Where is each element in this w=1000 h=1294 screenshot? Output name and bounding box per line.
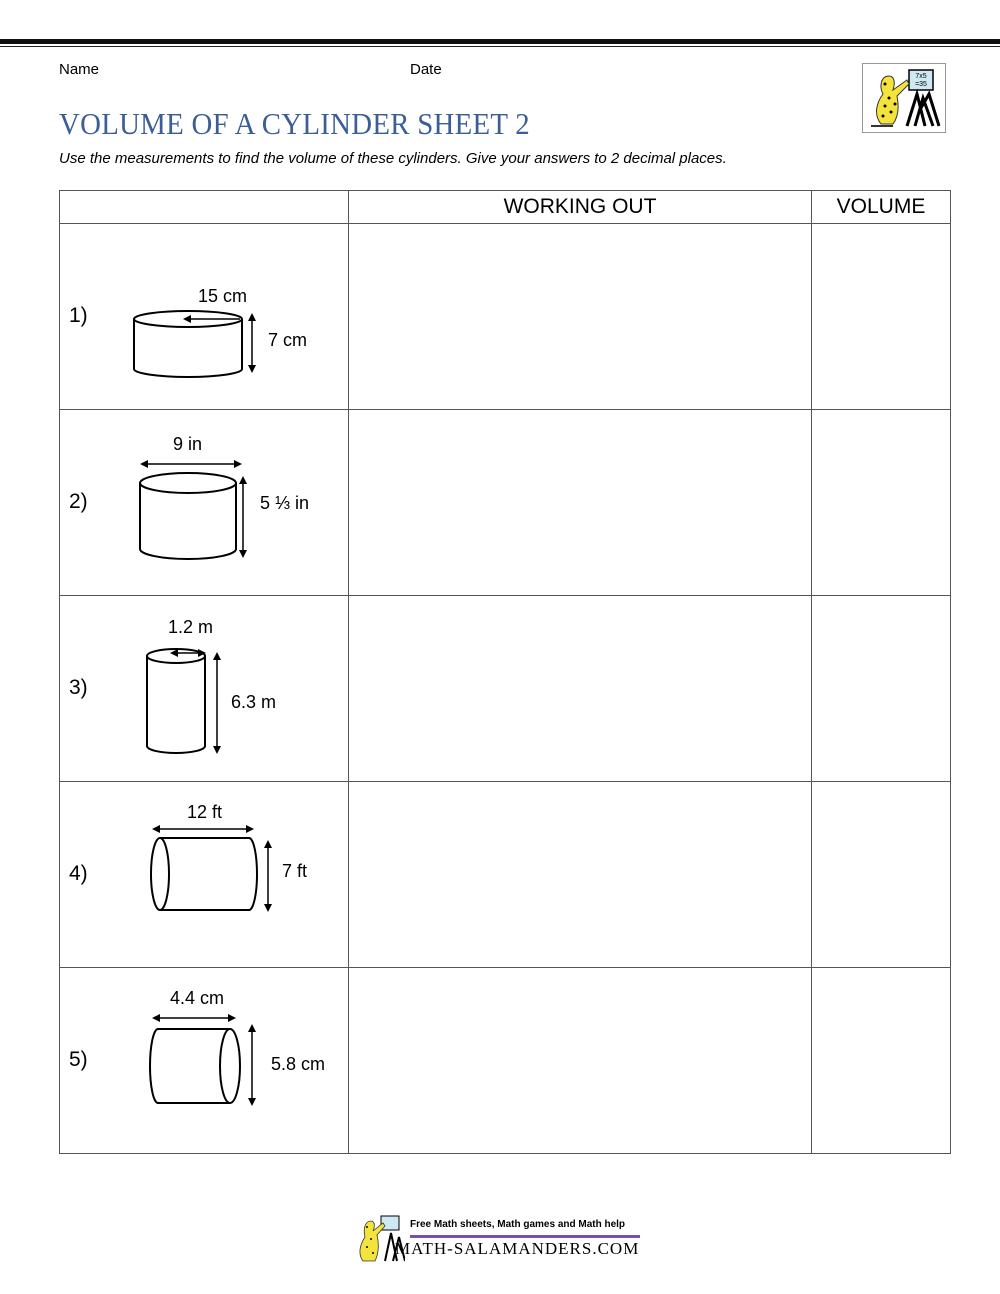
footer-divider (410, 1235, 640, 1238)
header-problem (60, 191, 349, 224)
svg-text:7x5: 7x5 (915, 73, 927, 80)
question-number: 1) (69, 304, 88, 327)
working-out-cell[interactable] (349, 968, 812, 1154)
height-label: 6.3 m (231, 692, 277, 712)
table-header-row (60, 191, 951, 224)
table-row (60, 410, 951, 596)
question-number: 4) (69, 862, 88, 885)
table-row (60, 782, 951, 968)
volume-answer-cell[interactable] (812, 968, 951, 1154)
question-number: 3) (69, 676, 88, 699)
height-label: 7 cm (268, 330, 308, 350)
header-volume: VOLUME (812, 191, 951, 224)
volume-answer-cell[interactable] (812, 224, 951, 410)
instructions: Use the measurements to find the volume of these cylinders. Give your answers to 2 decimal places. (59, 150, 727, 167)
worksheet-table (59, 190, 951, 1154)
volume-answer-cell[interactable] (812, 596, 951, 782)
page-title: VOLUME OF A CYLINDER SHEET 2 (59, 106, 530, 141)
volume-answer-cell[interactable] (812, 410, 951, 596)
salamander-logo (862, 63, 946, 133)
top-border-thick (0, 39, 1000, 44)
footer-site-name[interactable]: MATH-SALAMANDERS.COM (395, 1239, 640, 1258)
working-out-cell[interactable] (349, 782, 812, 968)
height-label: 7 ft (282, 861, 308, 881)
salamander-teacher-icon (863, 64, 945, 132)
table-row (60, 968, 951, 1154)
problem-cell (60, 224, 349, 410)
table-row (60, 596, 951, 782)
name-label: Name (59, 61, 100, 78)
diameter-label: 9 in (173, 434, 203, 454)
footer-logo[interactable] (355, 1213, 645, 1263)
working-out-cell[interactable] (349, 224, 812, 410)
radius-label: 15 cm (198, 286, 248, 306)
problem-cell (60, 782, 349, 968)
table-row (60, 224, 951, 410)
date-label: Date (410, 61, 442, 78)
working-out-cell[interactable] (349, 410, 812, 596)
height-label: 5 ⅓ in (260, 493, 310, 513)
header-working-out: WORKING OUT (349, 191, 812, 224)
question-number: 5) (69, 1048, 88, 1071)
problem-cell (60, 596, 349, 782)
working-out-cell[interactable] (349, 596, 812, 782)
problem-cell (60, 968, 349, 1154)
height-label: 5.8 cm (271, 1054, 326, 1074)
problem-cell (60, 410, 349, 596)
diameter-label: 1.2 m (168, 617, 214, 637)
volume-answer-cell[interactable] (812, 782, 951, 968)
length-label: 4.4 cm (170, 988, 225, 1008)
top-border-thin (0, 46, 1000, 47)
footer-tagline: Free Math sheets, Math games and Math help (410, 1219, 626, 1230)
svg-text:=35: =35 (915, 81, 927, 88)
length-label: 12 ft (187, 802, 223, 822)
question-number: 2) (69, 490, 88, 513)
cylinder-figure-1 (60, 224, 348, 409)
